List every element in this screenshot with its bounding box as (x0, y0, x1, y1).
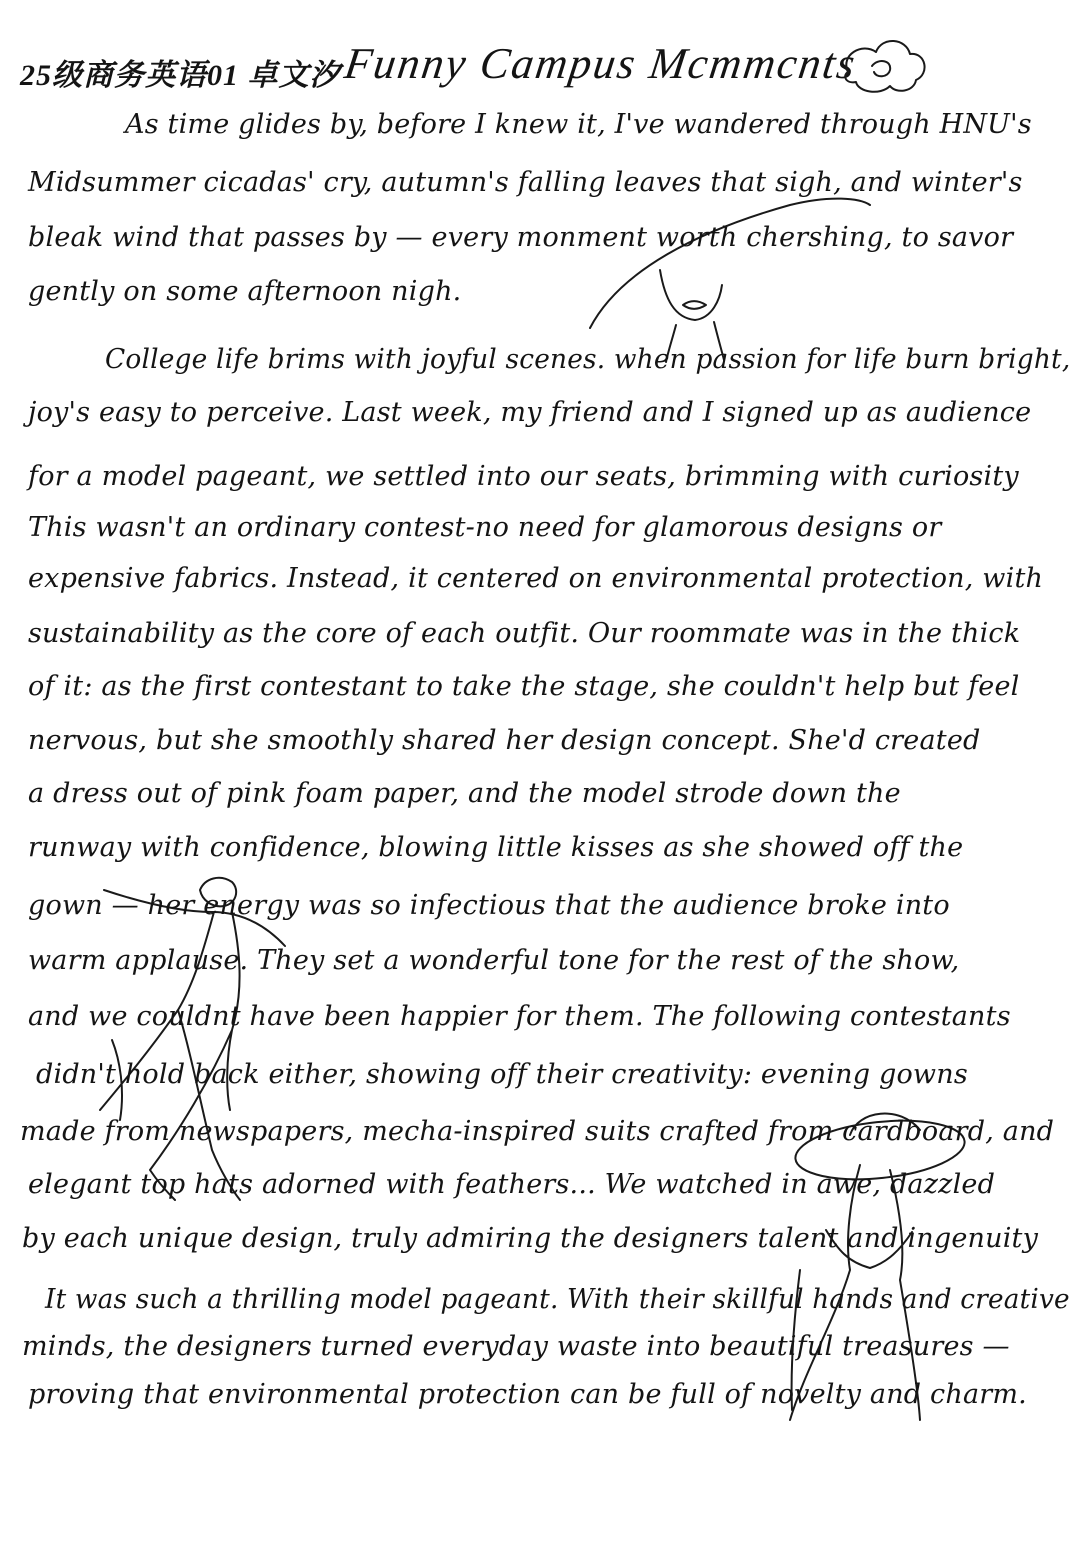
essay-line: made from newspapers, mecha-inspired suits crafted from cardboard, and (20, 1116, 1055, 1147)
essay-line: It was such a thrilling model pageant. With their skillful hands and creative (45, 1284, 1070, 1315)
essay-line: a dress out of pink foam paper, and the model strode down the (28, 778, 901, 809)
essay-line: As time glides by, before I knew it, I've wandered through HNU's (125, 109, 1032, 140)
essay-line: This wasn't an ordinary contest-no need for glamorous designs or (28, 512, 942, 543)
essay-line: elegant top hats adorned with feathers... We watched in awe, dazzled (28, 1169, 996, 1200)
essay-line: proving that environmental protection can be full of novelty and charm. (28, 1379, 1027, 1410)
essay-line: runway with confidence, blowing little kisses as she showed off the (28, 832, 964, 863)
face-outline-sketch (660, 270, 722, 320)
author-label: 25级商务英语01 卓文汐 (20, 59, 341, 92)
essay-line: sustainability as the core of each outfit. Our roommate was in the thick (28, 618, 1021, 649)
essay-line: gently on some afternoon nigh. (28, 276, 462, 307)
essay-line: didn't hold back either, showing off their creativity: evening gowns (36, 1059, 968, 1090)
essay-line: warm applause. They set a wonderful tone for the rest of the show, (28, 945, 960, 976)
hat-sketch (590, 199, 870, 328)
figure-sketch-right (790, 1114, 920, 1420)
essay-line: Midsummer cicadas' cry, autumn's falling leaves that sigh, and winter's (28, 167, 1023, 198)
essay-line: bleak wind that passes by — every monment worth chershing, to savor (28, 222, 1014, 253)
essay-line: of it: as the first contestant to take the stage, she couldn't help but feel (28, 671, 1020, 702)
lips-sketch (683, 301, 706, 309)
essay-line: gown — her energy was so infectious that the audience broke into (28, 890, 950, 921)
essay-line: nervous, but she smoothly shared her design concept. She'd created (28, 725, 981, 756)
essay-line: for a model pageant, we settled into our seats, brimming with curiosity (28, 461, 1019, 492)
figure-sketch-left (100, 878, 285, 1200)
essay-title: Funny Campus Mcmmcnts (341, 39, 860, 88)
essay-line: expensive fabrics. Instead, it centered on environmental protection, with (28, 563, 1044, 594)
essay-line: by each unique design, truly admiring the designers talent and ingenuity (22, 1223, 1039, 1254)
essay-line: and we couldnt have been happier for them. The following contestants (28, 1001, 1011, 1032)
essay-line: minds, the designers turned everyday waste into beautiful treasures — (22, 1331, 1010, 1362)
essay-line: joy's easy to perceive. Last week, my friend and I signed up as audience (28, 397, 1032, 428)
essay-line: College life brims with joyful scenes. when passion for life burn bright, (105, 344, 1071, 375)
